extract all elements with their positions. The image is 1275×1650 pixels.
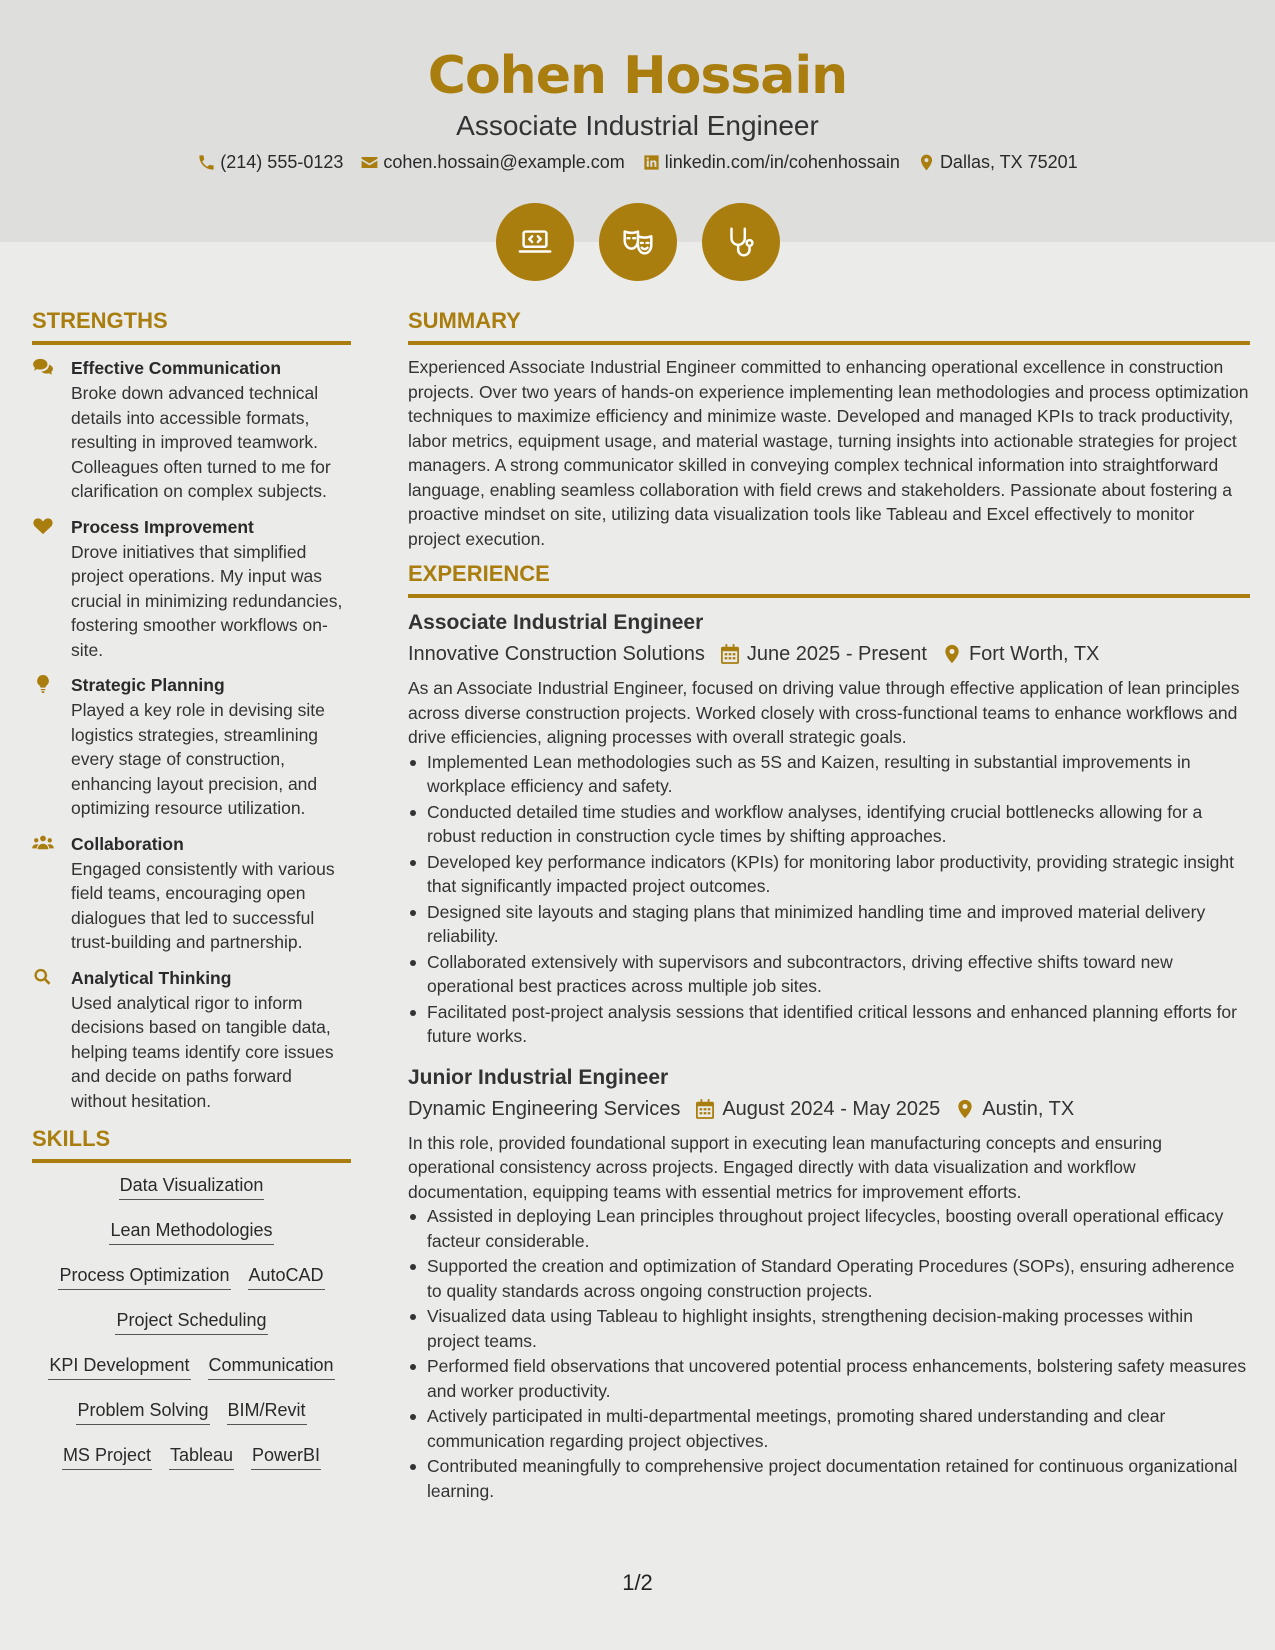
contact-bar xyxy=(0,152,1275,173)
job-location: Fort Worth, TX xyxy=(968,643,1100,665)
location-text: Dallas, TX 75201 xyxy=(939,152,1078,172)
phone-text: (214) 555-0123 xyxy=(220,152,344,172)
job-meta xyxy=(408,1093,1250,1125)
linkedin-icon xyxy=(642,153,661,172)
job-bullets xyxy=(408,1204,1250,1503)
stethoscope-badge xyxy=(702,203,780,281)
map-marker-icon xyxy=(956,1099,974,1119)
skill-tag: Data Visualization xyxy=(119,1173,265,1200)
heart-icon xyxy=(32,517,54,535)
skill-tag: Communication xyxy=(208,1353,335,1380)
calendar-icon xyxy=(696,1099,714,1119)
strength-title: Collaboration xyxy=(71,833,184,854)
list-item: Assisted in deploying Lean principles throughout project lifecycles, boosting overall operational efficacy facteur considerable. xyxy=(408,1204,1250,1253)
skill-tag: AutoCAD xyxy=(248,1263,325,1290)
list-item: Implemented Lean methodologies such as 5S and Kaizen, resulting in substantial improvements in workplace efficiency and safety. xyxy=(408,750,1250,799)
search-icon xyxy=(32,968,54,986)
job-description: As an Associate Industrial Engineer, focused on driving value through effective application of lean principles across diverse construction projects. Worked closely with cross-functional teams to enhance workflows and drive efficiencies, aligning processes with overall strategic goals. xyxy=(408,678,1240,747)
list-item: Visualized data using Tableau to highlight insights, strengthening decision-making processes within project teams. xyxy=(408,1304,1250,1353)
summary-heading: SUMMARY xyxy=(408,308,1250,345)
list-item: Collaborated extensively with supervisors and subcontractors, driving effective shifts toward new operational best practices across multiple job sites. xyxy=(408,950,1250,999)
envelope-icon xyxy=(360,153,379,172)
comments-icon xyxy=(32,358,54,376)
list-item: Actively participated in multi-departmental meetings, promoting shared understanding and clear communication regarding project objectives. xyxy=(408,1404,1250,1453)
strengths-heading: STRENGTHS xyxy=(32,308,351,345)
left-column xyxy=(32,308,351,1488)
laptop-code-icon xyxy=(516,223,554,261)
strength-text: Broke down advanced technical details into accessible formats, resulting in improved teamwork. Colleagues often turned to me for clarification on complex subjects. xyxy=(71,383,331,501)
stethoscope-icon xyxy=(722,223,760,261)
candidate-role: Associate Industrial Engineer xyxy=(456,110,819,141)
right-column xyxy=(408,308,1250,1517)
strength-item xyxy=(32,355,351,504)
map-marker-icon xyxy=(943,644,961,664)
interest-badges xyxy=(0,203,1275,281)
job-company: Innovative Construction Solutions xyxy=(408,643,705,665)
job-dates: June 2025 - Present xyxy=(746,643,927,665)
skill-tag: KPI Development xyxy=(48,1353,190,1380)
list-item: Developed key performance indicators (KPIs) for monitoring labor productivity, providing strategic insight that significantly impacted project outcomes. xyxy=(408,850,1250,899)
contact-email[interactable] xyxy=(360,152,624,173)
list-item: Facilitated post-project analysis sessions that identified critical lessons and enhanced planning efforts for future works. xyxy=(408,1000,1250,1049)
strength-title: Strategic Planning xyxy=(71,675,225,695)
job-dates: August 2024 - May 2025 xyxy=(722,1097,941,1120)
list-item: Designed site layouts and staging plans that minimized handling time and improved material delivery reliability. xyxy=(408,900,1250,949)
strength-text: Used analytical rigor to inform decisions based on tangible data, helping teams identify core issues and decide on paths forward without hesitation. xyxy=(71,992,334,1111)
experience-heading: EXPERIENCE xyxy=(408,561,1250,598)
laptop-code-badge xyxy=(496,203,574,281)
contact-linkedin[interactable] xyxy=(642,152,900,173)
lightbulb-icon xyxy=(32,675,54,693)
strength-title: Process Improvement xyxy=(71,516,254,537)
skills-heading: SKILLS xyxy=(32,1126,351,1163)
contact-phone[interactable] xyxy=(197,152,343,173)
strength-text: Played a key role in devising site logistics strategies, streamlining every stage of construction, enhancing layout precision, and optimizing resource utilization. xyxy=(71,700,325,818)
skill-tag: Lean Methodologies xyxy=(109,1218,273,1245)
job-meta xyxy=(408,638,1250,670)
skills-list xyxy=(32,1173,351,1488)
skill-tag: BIM/Revit xyxy=(227,1398,307,1425)
list-item: Contributed meaningfully to comprehensive project documentation retained for continuous organizational learning. xyxy=(408,1454,1250,1503)
summary-text: Experienced Associate Industrial Engineer committed to enhancing operational excellence in construction projects. Over two years of hands-on experience implementing lean methodologies and process optimization techniques to maximize efficiency and minimize waste. Developed and managed KPIs to track productivity, labor metrics, equipment usage, and material wastage, turning insights into actionable strategies for project managers. A strong communicator skilled in conveying complex technical information into straightforward language, enabling seamless collaboration with field crews and stakeholders. Passionate about fostering a proactive mindset on site, utilizing data visualization tools like Tableau and Excel effectively to monitor project execution. xyxy=(408,357,1249,549)
job-company: Dynamic Engineering Services xyxy=(408,1097,681,1120)
skill-tag: Problem Solving xyxy=(76,1398,209,1425)
theater-masks-badge xyxy=(599,203,677,281)
map-marker-icon xyxy=(917,153,936,172)
job-entry xyxy=(408,608,1250,1049)
skill-tag: MS Project xyxy=(62,1443,152,1470)
strength-item xyxy=(32,514,351,663)
job-entry xyxy=(408,1063,1250,1504)
skill-tag: Project Scheduling xyxy=(115,1308,267,1335)
email-text: cohen.hossain@example.com xyxy=(383,152,625,172)
skill-tag: Tableau xyxy=(169,1443,234,1470)
phone-icon xyxy=(197,153,216,172)
strength-title: Analytical Thinking xyxy=(71,967,232,988)
strength-text: Drove initiatives that simplified project operations. My input was crucial in minimizing redundancies, fostering smoother workflows on-site. xyxy=(71,541,343,660)
strength-item xyxy=(32,672,351,821)
list-item: Supported the creation and optimization of Standard Operating Procedures (SOPs), ensuring adherence to quality standards across ongoing construction projects. xyxy=(408,1254,1250,1303)
job-location: Austin, TX xyxy=(982,1097,1075,1120)
strength-item xyxy=(32,831,351,955)
job-title: Junior Industrial Engineer xyxy=(408,1065,669,1089)
theater-masks-icon xyxy=(619,223,657,261)
page-number: 1/2 xyxy=(622,1570,653,1595)
strength-text: Engaged consistently with various field teams, encouraging open dialogues that led to successful trust-building and partnership. xyxy=(71,858,335,952)
strength-item xyxy=(32,965,351,1114)
job-bullets xyxy=(408,750,1250,1049)
contact-location xyxy=(917,152,1078,173)
linkedin-text: linkedin.com/in/cohenhossain xyxy=(664,152,900,172)
calendar-icon xyxy=(721,644,739,664)
skill-tag: PowerBI xyxy=(251,1443,321,1470)
list-item: Performed field observations that uncovered potential process enhancements, bolstering safety measures and worker productivity. xyxy=(408,1354,1250,1403)
list-item: Conducted detailed time studies and workflow analyses, identifying crucial bottlenecks allowing for a robust reduction in construction cycle times by shifting approaches. xyxy=(408,800,1250,849)
job-description: In this role, provided foundational support in executing lean manufacturing concepts and ensuring operational consistency across projects. Engaged directly with data visualization and workflow documentation, equipping teams with essential metrics for improvement efforts. xyxy=(408,1132,1162,1202)
strength-title: Effective Communication xyxy=(71,358,282,378)
skill-tag: Process Optimization xyxy=(58,1263,230,1290)
candidate-name: Cohen Hossain xyxy=(427,46,848,106)
users-icon xyxy=(32,834,54,852)
job-title: Associate Industrial Engineer xyxy=(408,611,704,634)
